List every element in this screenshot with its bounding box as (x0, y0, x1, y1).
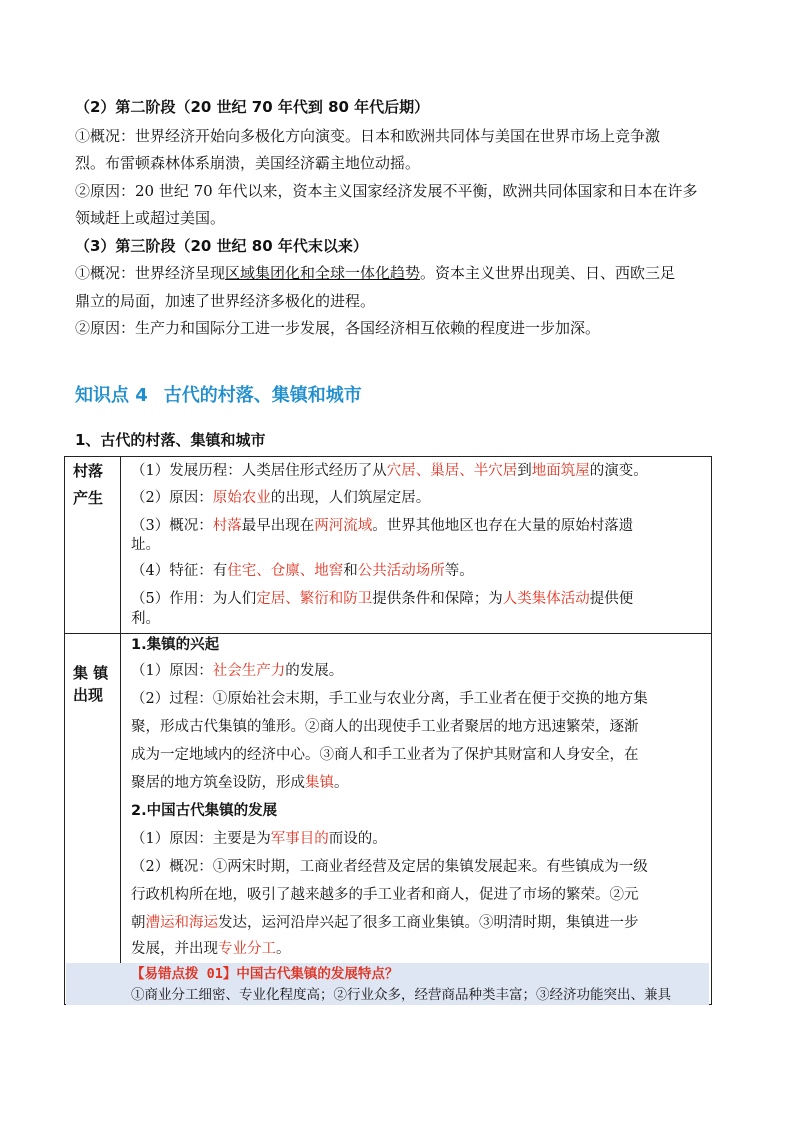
row2-header-b: 出现 (73, 686, 104, 704)
subtitle: 1、古代的村落、集镇和城市 (75, 431, 266, 449)
row2-line4: 成为一定地域内的经济中心。③商人和手工业者为了保护其财富和人身安全，在 (131, 747, 639, 763)
row1-l6-b: 定居、繁衍和防卫 (256, 591, 373, 607)
row2-line2: （2）过程：①原始社会末期，手工业与农业分离，手工业者在便于交换的地方集 (131, 691, 648, 707)
section3-overview-line2: 鼎立的局面，加速了世界经济多极化的进程。 (75, 292, 376, 310)
row1-header-b: 产生 (73, 489, 104, 507)
tip-body: ①商业分工细密、专业化程度高；②行业众多，经营商品种类丰富；③经济功能突出、兼具 (131, 987, 671, 1003)
row1-l6-c: 提供条件和保障；为 (372, 591, 503, 607)
row1-l1-b: 穴居、巢居、半穴居 (386, 463, 518, 479)
row1-line7: 利。 (131, 611, 160, 627)
row2-line8: 行政机构所在地，吸引了越来越多的手工业者和商人，促进了市场的繁荣。②元 (131, 887, 639, 903)
row1-header-a: 村落 (73, 462, 104, 480)
row2-l6-a: （1）原因：主要是为 (131, 831, 271, 847)
knowledge-point-title: 古代的村落、集镇和城市 (163, 385, 362, 406)
row2-l6-c: 而设的。 (328, 831, 387, 847)
row1-l1-d: 地面筑屋 (531, 463, 590, 479)
row1-line5 (131, 561, 474, 581)
row1-l2-a: （2）原因： (131, 490, 213, 506)
section2-reason-line2: 领域赶上或超过美国。 (75, 209, 226, 227)
row2-l5-c: 。 (334, 775, 349, 791)
table-border-left (64, 456, 65, 1005)
row2-l9-c: 发达，运河沿岸兴起了很多工商业集镇。③明清时期，集镇进一步 (218, 915, 639, 931)
section3-reason: ②原因：生产力和国际分工进一步发展，各国经济相互依赖的程度进一步加深。 (75, 319, 601, 337)
row1-line6 (131, 589, 633, 609)
row2-l5-a: 聚居的地方筑垒设防，形成 (131, 775, 305, 791)
section2-overview-line1: ①概况：世界经济开始向多极化方向演变。日本和欧洲共同体与美国在世界市场上竞争激 (75, 127, 661, 145)
row2-l9-b: 漕运和海运 (145, 915, 218, 931)
row2-heading1: 1.集镇的兴起 (131, 637, 220, 653)
row2-line9 (131, 913, 639, 933)
row1-l5-e: 等。 (444, 563, 474, 579)
row1-line3 (131, 516, 633, 536)
row2-l10-b: 专业分工 (218, 941, 276, 957)
row2-l9-a: 朝 (131, 915, 146, 931)
row1-l2-c: 的出现，人们筑屋定居。 (270, 490, 431, 506)
row2-line7: （2）概况：①两宋时期，工商业者经营及定居的集镇发展起来。有些镇成为一级 (131, 859, 648, 875)
table-column-divider (120, 456, 121, 1005)
row1-l5-b: 住宅、仓廪、地窖 (227, 563, 344, 579)
row1-l6-d: 人类集体活动 (502, 591, 590, 607)
tip-title: 【易错点拨 01】中国古代集镇的发展特点？ (131, 966, 399, 982)
row1-l5-a: （4）特征：有 (131, 563, 228, 579)
row2-l10-a: 发展，并出现 (131, 941, 218, 957)
row1-l1-c: 到 (517, 463, 532, 479)
section2-reason-line1: ②原因：20 世纪 70 年代以来，资本主义国家经济发展不平衡，欧洲共同体国家和日本在许多 (75, 182, 698, 200)
section3-overview-pre: ①概况：世界经济呈现 (75, 264, 226, 282)
knowledge-point-heading (75, 381, 362, 407)
table-row-divider (64, 633, 712, 634)
section2-overview-line2: 烈。布雷顿森林体系崩溃，美国经济霸主地位动摇。 (75, 154, 421, 172)
row1-l5-d: 公共活动场所 (357, 563, 445, 579)
row1-line1 (131, 461, 648, 481)
row2-l5-b: 集镇 (305, 775, 334, 791)
row1-l6-a: （5）作用：为人们 (131, 591, 257, 607)
row2-header-a: 集 镇 (73, 664, 109, 682)
row2-l1-c: 的发展。 (285, 663, 344, 679)
row2-heading2: 2.中国古代集镇的发展 (131, 803, 278, 819)
row1-l3-e: 。世界其他地区也存在大量的原始村落遗 (372, 518, 634, 534)
row1-l3-c: 最早出现在 (241, 518, 315, 534)
section3-title: （3）第三阶段（20 世纪 80 年代末以来） (75, 237, 368, 255)
row2-l1-b: 社会生产力 (212, 663, 286, 679)
row2-line5 (131, 773, 349, 793)
row1-l1-e: 的演变。 (589, 463, 648, 479)
section3-overview-post: 。资本主义世界出现美、日、西欧三足 (420, 264, 676, 282)
row2-line10 (131, 939, 291, 959)
table-border-top (64, 456, 712, 457)
row1-l3-d: 两河流域 (314, 518, 373, 534)
row1-l1-a: （1）发展历程：人类居住形式经历了从 (131, 463, 387, 479)
row2-line1 (131, 661, 343, 681)
row2-line3: 聚，形成古代集镇的雏形。②商人的出现使手工业者聚居的地方迅速繁荣，逐渐 (131, 719, 639, 735)
row2-l10-c: 。 (276, 941, 291, 957)
row1-l2-b: 原始农业 (212, 490, 271, 506)
row1-l5-c: 和 (343, 563, 358, 579)
row2-l6-b: 军事目的 (270, 831, 329, 847)
row1-l6-e: 提供便 (589, 591, 634, 607)
row2-l1-a: （1）原因： (131, 663, 213, 679)
knowledge-point-label: 知识点 4 (75, 385, 148, 406)
row1-line4: 址。 (131, 537, 160, 553)
row2-line6 (131, 829, 387, 849)
table-border-right (711, 456, 712, 1005)
section3-overview-line1 (75, 263, 675, 283)
section3-overview-underlined: 区域集团化和全球一体化趋势 (225, 264, 421, 282)
row1-line2 (131, 488, 430, 508)
row1-l3-b: 村落 (212, 518, 242, 534)
section2-title: （2）第二阶段（20 世纪 70 年代到 80 年代后期） (75, 98, 430, 116)
row1-l3-a: （3）概况： (131, 518, 213, 534)
